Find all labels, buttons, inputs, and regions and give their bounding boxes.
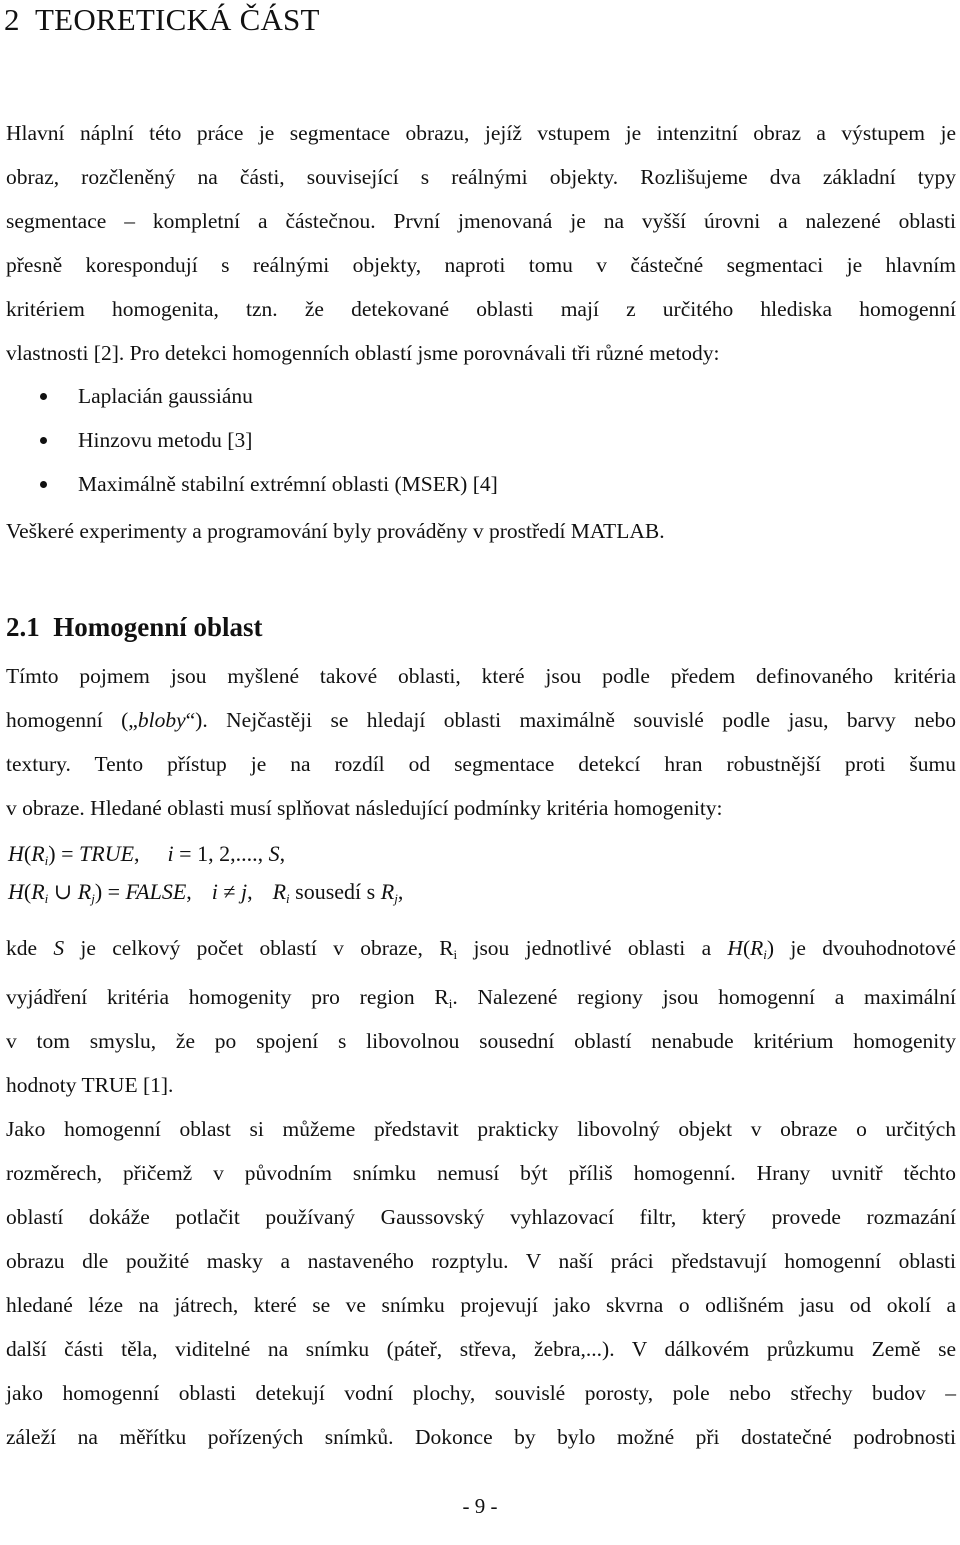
para2-line: jako homogenní oblasti detekují vodní plochy, souvislé porosty, pole nebo střechy budov – bbox=[6, 1381, 956, 1405]
method-item: Hinzovu metodu [3] bbox=[78, 428, 253, 452]
intro-line: obraz, rozčleněný na části, související s reálnými objekty. Rozlišujeme dva základní typy bbox=[6, 165, 956, 189]
para2-line: oblastí dokáže potlačit používaný Gaussovský vyhlazovací filtr, který provede rozmazání bbox=[6, 1205, 956, 1229]
section-number: 2.1 bbox=[6, 612, 40, 642]
after-line: v tom smyslu, že po spojení s libovolnou sousední oblastí nenabude kritérium homogenity bbox=[6, 1029, 956, 1053]
equation-1: $H(R_i)$ = TRUE, i = 1, 2,...., S, bbox=[8, 841, 286, 868]
equation-2: $H(R_i$ ∪ $R_j$) = FALSE, i ≠ j, $R_i$ sousedí s $R_j$, bbox=[8, 879, 404, 906]
intro-line: segmentace – kompletní a částečnou. První jmenovaná je na vyšší úrovni a nalezené oblasti bbox=[6, 209, 956, 233]
para2-line: Jako homogenní oblast si můžeme představit prakticky libovolný objekt v obraze o určitých bbox=[6, 1117, 956, 1141]
after-line: kde S je celkový počet oblastí v obraze, $R_i$ jsou jednotlivé oblasti a $H(R_i)$ je dvouhodnotové bbox=[6, 936, 956, 962]
intro-line: vlastnosti [2]. Pro detekci homogenních oblastí jsme porovnávali tři různé metody: bbox=[6, 341, 720, 365]
bloby-term: bloby bbox=[137, 708, 186, 732]
para2-line: obrazu dle použité masky a nastaveného rozptylu. V naší práci představují homogenní oblasti bbox=[6, 1249, 956, 1273]
homog-line: v obraze. Hledané oblasti musí splňovat následující podmínky kritéria homogenity: bbox=[6, 796, 723, 820]
para2-line: rozměrech, přičemž v původním snímku nemusí být příliš homogenní. Hrany uvnitř těchto bbox=[6, 1161, 956, 1185]
bullet-icon bbox=[40, 393, 47, 400]
intro-line: přesně korespondují s reálnými objekty, naproti tomu v částečné segmentaci je hlavním bbox=[6, 253, 956, 277]
page-number: - 9 - bbox=[462, 1494, 498, 1518]
chapter-number: 2 bbox=[4, 2, 20, 37]
after-line: vyjádření kritéria homogenity pro region $R_i$. Nalezené regiony jsou homogenní a maximální bbox=[6, 985, 957, 1011]
intro-closing: Veškeré experimenty a programování byly prováděny v prostředí MATLAB. bbox=[6, 519, 665, 543]
intro-line: kritériem homogenita, tzn. že detekované oblasti mají z určitého hlediska homogenní bbox=[6, 297, 956, 321]
section-title: Homogenní oblast bbox=[53, 612, 263, 642]
para2-line: záleží na měřítku pořízených snímků. Dokonce by bylo možné při dostatečné podrobnosti bbox=[6, 1425, 956, 1449]
chapter-title: TEORETICKÁ ČÁST bbox=[35, 2, 320, 37]
section-heading bbox=[6, 612, 263, 643]
method-item: Laplacián gaussiánu bbox=[78, 384, 253, 408]
homog-line: textury. Tento přístup je na rozdíl od segmentace detekcí hran robustnější proti šumu bbox=[6, 752, 956, 776]
intro-line: Hlavní náplní této práce je segmentace obrazu, jejíž vstupem je intenzitní obraz a výstupem je bbox=[6, 121, 956, 145]
chapter-heading bbox=[4, 2, 320, 38]
method-item: Maximálně stabilní extrémní oblasti (MSER) [4] bbox=[78, 472, 498, 496]
homog-line: homogenní („bloby“). Nejčastěji se hledají oblasti maximálně souvislé podle jasu, barvy nebo bbox=[6, 708, 956, 732]
para2-line: hledané léze na játrech, které se ve snímku projevují jako skvrna o odlišném jasu od okolí a bbox=[6, 1293, 956, 1317]
bullet-icon bbox=[40, 481, 47, 488]
bullet-icon bbox=[40, 437, 47, 444]
para2-line: další části těla, viditelné na snímku (páteř, střeva, žebra,...). V dálkovém průzkumu Země se bbox=[6, 1337, 956, 1361]
after-line: hodnoty TRUE [1]. bbox=[6, 1073, 174, 1097]
homog-line: Tímto pojmem jsou myšlené takové oblasti, které jsou podle předem definovaného kritéria bbox=[6, 664, 956, 688]
